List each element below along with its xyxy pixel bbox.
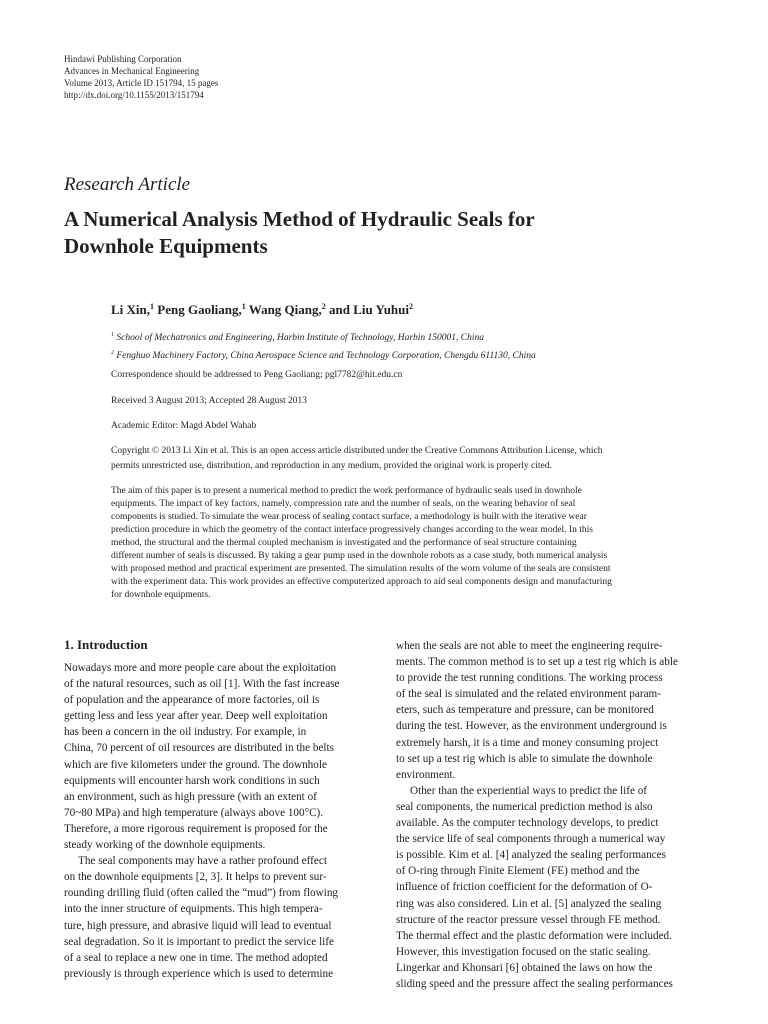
journal-name: Advances in Mechanical Engineering	[64, 66, 200, 76]
body-line: into the inner structure of equipments. This high tempera-	[64, 903, 323, 916]
abstract-line: different number of seals is discussed. By taking a gear pump used in the downhole robots as a case study, both numerical analysis	[111, 551, 608, 561]
volume-line: Volume 2013, Article ID 151794, 15 pages	[64, 78, 219, 88]
author-list	[111, 298, 413, 319]
body-line: Lingerkar and Khonsari [6] obtained the laws on how the	[396, 961, 653, 974]
body-line: sliding speed and the pressure affect the sealing performances	[396, 977, 673, 990]
affiliations	[111, 328, 536, 363]
author-affil-mark: 2	[409, 302, 414, 311]
body-line: to set up a test rig which is able to simulate the downhole	[396, 752, 653, 765]
body-line: The seal components may have a rather profound effect	[78, 855, 327, 868]
body-line: seal degradation. So it is important to predict the service life	[64, 935, 334, 948]
body-line: seal components, the numerical prediction method is also	[396, 800, 653, 813]
body-line: Nowadays more and more people care about the exploitation	[64, 662, 337, 674]
body-line: ture, high pressure, and abrasive liquid will lead to eventual	[64, 919, 332, 932]
affil-mark: 2	[111, 349, 114, 356]
abstract-line: with the experiment data. This work provides an effective computerized approach to aid seal components design and manufacturing	[111, 577, 612, 587]
body-line: influence of friction coefficient for the deformation of O-	[396, 881, 653, 894]
author-name: Peng Gaoliang,	[157, 302, 242, 317]
body-line: during the test. However, as the environment underground is	[396, 720, 667, 733]
body-line: to provide the test running conditions. The working process	[396, 672, 663, 685]
affil-text: Fenghuo Machinery Factory, China Aerospace Science and Technology Corporation, Chengdu 611130, China	[116, 350, 536, 361]
affil-text: School of Mechatronics and Engineering, Harbin Institute of Technology, Harbin 150001, China	[116, 333, 485, 343]
academic-editor: Academic Editor: Magd Abdel Wahab	[111, 421, 257, 431]
copyright-line: Copyright © 2013 Li Xin et al. This is an open access article distributed under the Creative Commons Attribution License, which	[111, 446, 603, 456]
body-line: structure of the reactor pressure vessel through FE method.	[396, 913, 661, 926]
abstract-line: components is studied. To simulate the wear process of sealing contact surface, a methodology is built with the iterative wear	[111, 512, 587, 522]
body-line: is possible. Kim et al. [4] analyzed the sealing performances	[396, 849, 666, 862]
affil-mark: 1	[111, 332, 114, 338]
body-line: of the natural resources, such as oil [1]. With the fast increase	[64, 678, 340, 691]
body-line: has been a concern in the oil industry. For example, in	[64, 726, 307, 739]
received-dates: Received 3 August 2013; Accepted 28 August 2013	[111, 396, 308, 406]
body-line: However, this investigation focused on the static sealing.	[396, 945, 651, 958]
left-column	[64, 637, 376, 982]
body-line: China, 70 percent of oil resources are distributed in the belts	[64, 742, 334, 755]
body-line: an environment, such as high pressure (with an extent of	[64, 790, 317, 803]
correspondence: Correspondence should be addressed to Peng Gaoliang; pgl7782@hit.edu.cn	[111, 370, 403, 380]
body-line: when the seals are not able to meet the engineering require-	[396, 640, 663, 652]
abstract	[111, 485, 707, 602]
copyright-notice	[111, 444, 707, 473]
abstract-line: with proposed method and practical experiment are presented. The simulation results of the worn volume of the seals are consistent	[111, 564, 611, 574]
doi-link[interactable]: http://dx.doi.org/10.1155/2013/151794	[64, 90, 204, 100]
body-line: rounding drilling fluid (often called the “mud”) from flowing	[64, 887, 339, 900]
author-affil-mark: 2	[321, 302, 326, 311]
publisher-line: Hindawi Publishing Corporation	[64, 54, 182, 64]
article-type: Research Article	[64, 174, 191, 195]
body-line: on the downhole equipments [2, 3]. It helps to prevent sur-	[64, 871, 327, 884]
body-line: ring was also considered. Lin et al. [5] analyzed the sealing	[396, 897, 662, 910]
author-affil-mark: 1	[150, 302, 155, 311]
abstract-line: method, the structural and the thermal coupled mechanism is investigated and the performance of seal structure containing	[111, 538, 577, 548]
author-affil-mark: 1	[241, 302, 246, 311]
body-line: of a seal to replace a new one in time. The method adopted	[64, 951, 328, 964]
abstract-line: equipments. The impact of key factors, namely, compression rate and the number of seals, on the wearing behavior of seal	[111, 499, 576, 509]
body-line: of the seal is simulated and the related environment param-	[396, 688, 661, 701]
body-line: ments. The common method is to set up a test rig which is able	[396, 656, 678, 669]
abstract-line: The aim of this paper is to present a numerical method to predict the work performance of hydraulic seals used in downhole	[111, 486, 582, 496]
right-column	[396, 638, 708, 992]
body-line: environment.	[396, 768, 456, 781]
body-line: available. As the computer technology develops, to predict	[396, 817, 659, 830]
abstract-line: prediction procedure in which the geometry of the contact interface progressively changes according to the wear model. In this	[111, 525, 593, 535]
author-name: Wang Qiang,	[248, 302, 322, 317]
journal-header	[64, 53, 218, 101]
body-line: previously is through experience which is used to determine	[64, 967, 334, 980]
section-heading: 1. Introduction	[64, 637, 148, 652]
author-name: and Liu Yuhui	[329, 302, 410, 317]
copyright-line: permits unrestricted use, distribution, and reproduction in any medium, provided the original work is properly cited.	[111, 460, 552, 471]
body-line: eters, such as temperature and pressure, can be monitored	[396, 704, 654, 717]
body-line: extremely harsh, it is a time and money consuming project	[396, 736, 659, 749]
affiliation	[111, 346, 536, 364]
body-line: of population and the appearance of more factories, oil is	[64, 694, 320, 707]
title-line: A Numerical Analysis Method of Hydraulic Seals for	[64, 207, 535, 231]
body-line: Therefore, a more rigorous requirement is proposed for the	[64, 822, 328, 835]
body-line: getting less and less year after year. Deep well exploitation	[64, 710, 328, 723]
body-line: the service life of seal components through a numerical way	[396, 833, 666, 846]
body-line: The thermal effect and the plastic deformation were included.	[396, 929, 672, 942]
body-line: Other than the experiential ways to predict the life of	[410, 784, 648, 797]
affiliation	[111, 328, 536, 346]
body-line: 70~80 MPa) and high temperature (always above 100°C).	[64, 806, 324, 819]
body-line: equipments will encounter harsh work conditions in such	[64, 774, 320, 787]
body-line: steady working of the downhole equipments.	[64, 839, 266, 852]
body-line: which are five kilometers under the ground. The downhole	[64, 758, 327, 771]
title-line: Downhole Equipments	[64, 234, 268, 258]
author-name: Li Xin,	[111, 302, 151, 317]
paper-title	[64, 206, 704, 260]
abstract-line: for downhole equipments.	[111, 590, 211, 600]
body-line: of O-ring through Finite Element (FE) method and the	[396, 865, 640, 878]
